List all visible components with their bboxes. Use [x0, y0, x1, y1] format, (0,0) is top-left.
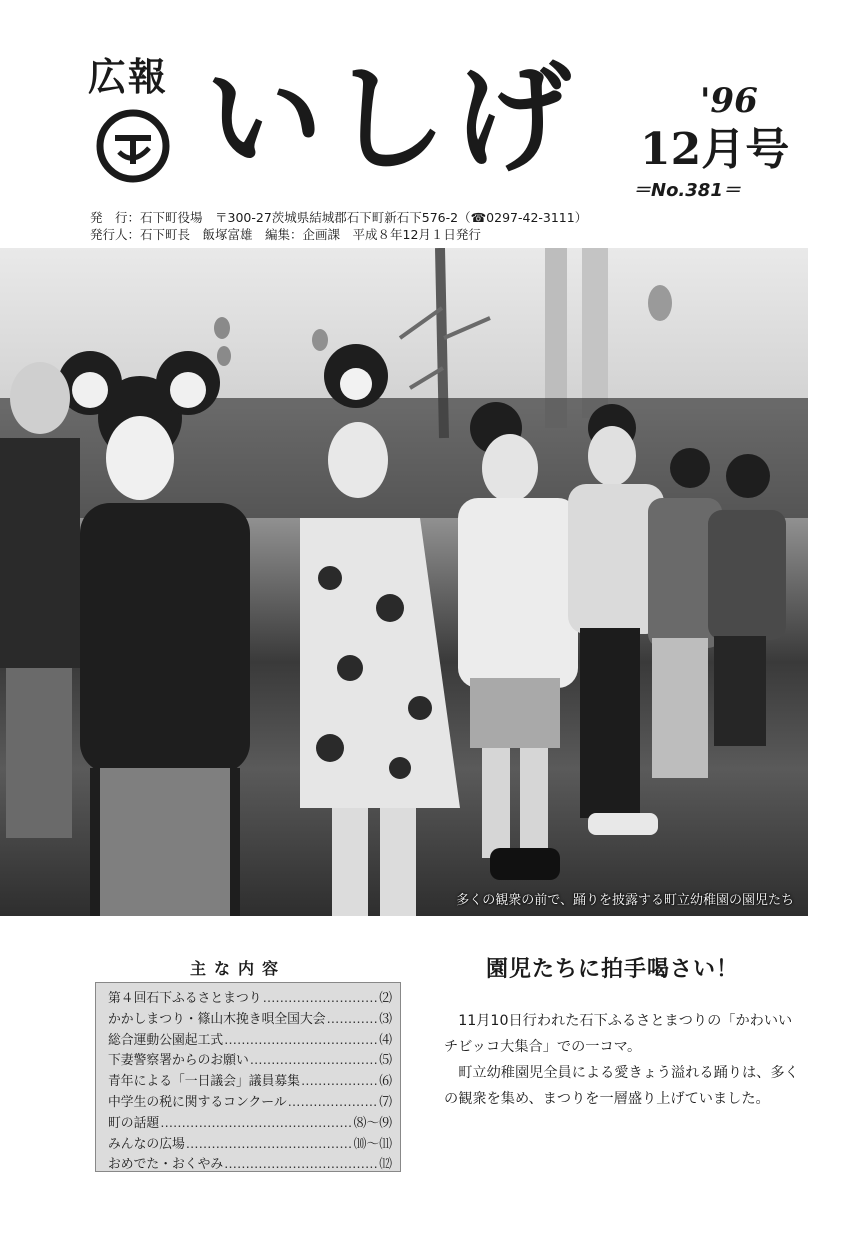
- issue-number: ＝No.381＝: [633, 180, 741, 201]
- toc-item: 町の話題 …………………………………………………………………………… ⑻～⑼: [108, 1114, 392, 1135]
- toc-item: みんなの広場 …………………………………………………………………………… ⑽～⑾: [108, 1135, 392, 1156]
- toc-item: 第４回石下ふるさとまつり …………………………………………………………………………… ⑵: [108, 989, 392, 1010]
- article-body: [444, 1008, 804, 1112]
- photo-caption: 多くの観衆の前で、踊りを披露する町立幼稚園の園児たち: [456, 893, 794, 908]
- toc-item: かかしまつり・篠山木挽き唄全国大会 …………………………………………………………………………… ⑶: [108, 1010, 392, 1031]
- toc-item: 青年による「一日議会」議員募集 …………………………………………………………………………… ⑹: [108, 1072, 392, 1093]
- toc-item: 総合運動公園起工式 …………………………………………………………………………… ⑷: [108, 1031, 392, 1052]
- table-of-contents: [95, 982, 401, 1172]
- toc-item: 中学生の税に関するコンクール …………………………………………………………………………… ⑺: [108, 1093, 392, 1114]
- cover-photo-illustration: [0, 248, 808, 916]
- publisher-line-1: 発 行：石下町役場 〒300-27茨城県結城郡石下町新石下576-2（☎0297-42-3111）: [90, 210, 588, 225]
- issue-month: 12月号: [640, 124, 790, 175]
- newsletter-title: いしげ: [205, 49, 578, 188]
- article-paragraph: 町立幼稚園児全員による愛きょう溢れる踊りは、多くの観衆を集め、まつりを一層盛り上げていました。: [444, 1065, 799, 1107]
- cover-photo: [0, 248, 808, 916]
- contents-heading: 主な内容: [190, 959, 287, 978]
- article-paragraph: 11月10日行われた石下ふるさとまつりの「かわいいチビッコ大集合」での一コマ。: [444, 1013, 793, 1055]
- toc-item: 下妻警察署からのお願い …………………………………………………………………………… ⑸: [108, 1051, 392, 1072]
- publisher-line-2: 発行人：石下町長 飯塚富雄 編集：企画課 平成８年12月１日発行: [90, 227, 481, 242]
- toc-item: おめでた・おくやみ …………………………………………………………………………… ⑿: [108, 1155, 392, 1176]
- town-emblem-logo: [95, 108, 171, 184]
- issue-year: '96: [700, 81, 758, 121]
- kouhou-label: 広報: [88, 55, 169, 99]
- article-headline: 園児たちに拍手喝さい！: [486, 957, 740, 982]
